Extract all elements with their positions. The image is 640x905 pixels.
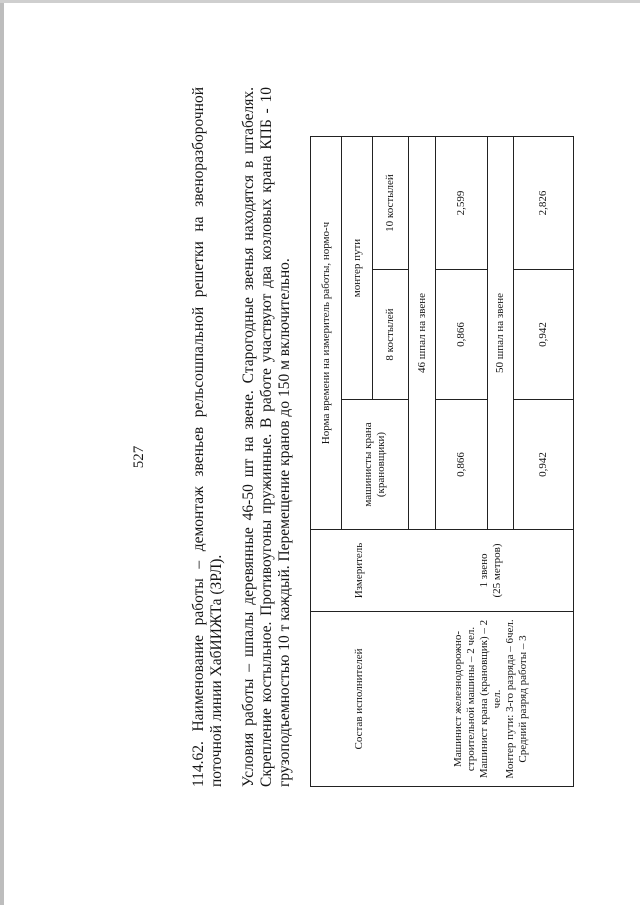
value-crane-46: 0,866 [436, 400, 488, 530]
group-label-46: 46 шпал на звене [409, 136, 436, 529]
composition-line-3: Монтер пути: 3-го разряда – 6чел. [503, 619, 516, 779]
work-title-paragraph: 114.62. Наименование работы – демонтаж звеньев рельсошпальной решетки на звеноразборочной поточной линии ХабИИЖТа (ЗРЛ). [190, 87, 225, 787]
composition-line-2: Машинист крана (крановщик) – 2 чел. [477, 619, 503, 779]
measure-line-1: 1 звено [477, 553, 490, 588]
value-spikes10-46: 2,599 [436, 136, 488, 269]
header-measure: Измеритель [311, 530, 409, 612]
value-crane-50: 0,942 [514, 400, 574, 530]
composition-cell [409, 612, 574, 787]
value-spikes8-50: 0,942 [514, 270, 574, 400]
header-spikes-8: 8 костылей [373, 270, 409, 400]
value-spikes8-46: 0,866 [436, 270, 488, 400]
group-label-50: 50 шпал на звене [488, 136, 514, 529]
scan-edge-left [0, 0, 4, 905]
value-spikes10-50: 2,826 [514, 136, 574, 269]
composition-line-4: Средний разряд работы – 3 [516, 635, 529, 763]
composition-line-1: Машинист железнодорожно-строительной машины – 2 чел. [451, 626, 477, 772]
page-number: 527 [131, 445, 147, 469]
measure-cell [409, 530, 574, 612]
measure-line-2: (25 метров) [490, 543, 503, 598]
scan-edge-top [0, 0, 640, 3]
header-norm: Норма времени на измеритель работы, нормо-ч [311, 136, 342, 529]
time-norms-table [310, 136, 574, 787]
header-composition: Состав исполнителей [311, 612, 409, 787]
rotated-page-content [75, 87, 565, 827]
header-track-fitter: монтер пути [342, 136, 373, 399]
header-spikes-10: 10 костылей [373, 136, 409, 269]
header-crane-operators: машинисты крана (крановщики) [342, 400, 409, 530]
work-conditions-paragraph: Условия работы – шпалы деревянные 46-50 шт на звене. Старогодные звенья находятся в штабелях. Скрепление костыльное. Противоугоны пружинные. В работе участвуют два козловых крана КПБ - 10 грузоподъемностью 10 т каждый. Перемещение кранов до 150 м включительно. [240, 87, 293, 787]
